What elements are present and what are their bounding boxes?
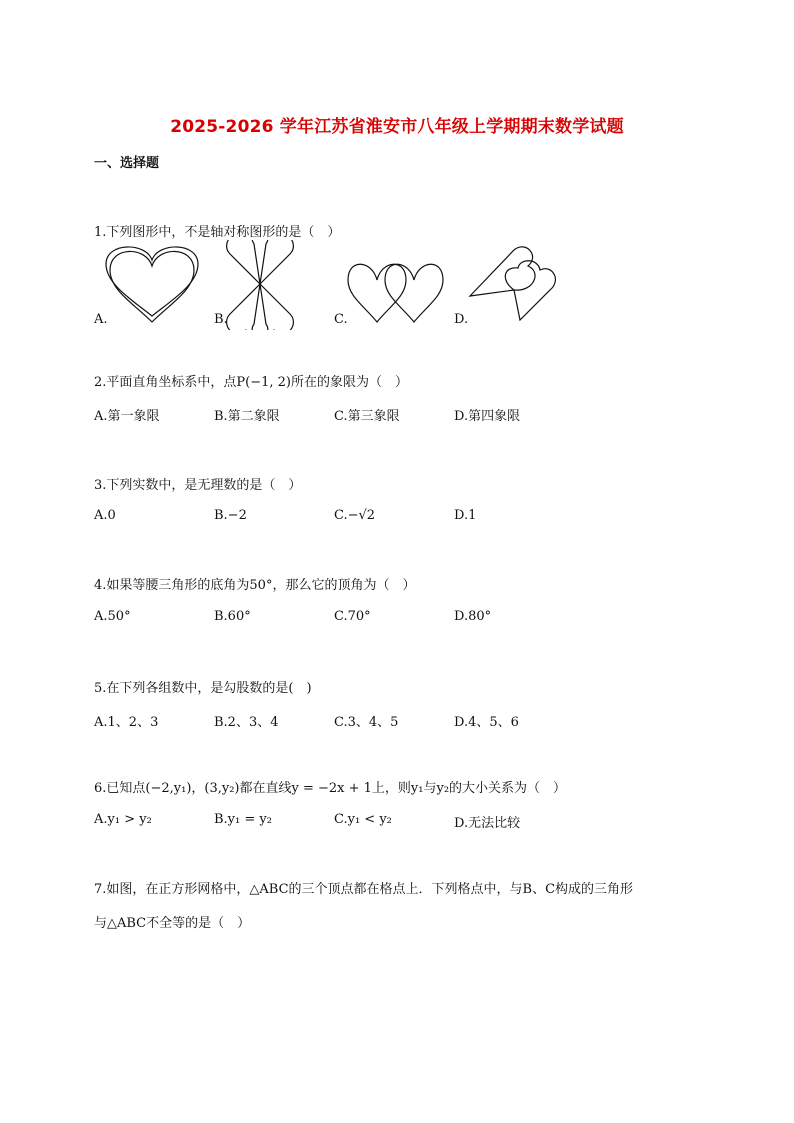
q6-option-b: B.y₁ = y₂ <box>214 812 272 827</box>
question-3-options <box>94 508 714 526</box>
q1-option-b: B. <box>214 312 228 327</box>
question-2-stem: 2.平面直角坐标系中，点P(−1, 2)所在的象限为（ ） <box>94 375 408 390</box>
q4-option-a: A.50° <box>94 609 131 624</box>
q1-option-a: A. <box>94 312 108 327</box>
heart-figure-b <box>227 240 294 330</box>
question-4-options <box>94 609 714 627</box>
q5-option-a: A.1、2、3 <box>94 715 159 730</box>
q1-option-c: C. <box>334 312 348 327</box>
heart-figure-a <box>106 247 198 322</box>
q6-option-a: A.y₁ > y₂ <box>94 812 152 827</box>
q4-option-c: C.70° <box>334 609 371 624</box>
q2-option-c: C.第三象限 <box>334 409 400 424</box>
q5-option-d: D.4、5、6 <box>454 715 519 730</box>
q3-option-c: C.−√2 <box>334 508 376 523</box>
heart-figure-d <box>470 247 555 320</box>
q4-option-b: B.60° <box>214 609 251 624</box>
q3-option-d: D.1 <box>454 508 477 523</box>
q1-option-d: D. <box>454 312 469 327</box>
q3-option-b: B.−2 <box>214 508 247 523</box>
page-title: 2025-2026 学年江苏省淮安市八年级上学期期末数学试题 <box>170 117 624 137</box>
question-5-stem: 5.在下列各组数中，是勾股数的是( ) <box>94 681 312 696</box>
q6-option-d: D.无法比较 <box>454 816 521 831</box>
q6-option-c: C.y₁ < y₂ <box>334 812 392 827</box>
question-3-stem: 3.下列实数中，是无理数的是（ ） <box>94 478 302 493</box>
question-6-stem: 6.已知点(−2,y₁)，(3,y₂)都在直线y = −2x + 1上，则y₁与y₂的大小关系为（ ） <box>94 781 567 796</box>
question-5-options <box>94 711 714 729</box>
q2-option-a: A.第一象限 <box>94 409 160 424</box>
question-1-stem: 1.下列图形中，不是轴对称图形的是（ ） <box>94 225 341 240</box>
question-4-stem: 4.如果等腰三角形的底角为50°，那么它的顶角为（ ） <box>94 578 416 593</box>
question-2-options <box>94 405 714 423</box>
q5-option-b: B.2、3、4 <box>214 715 279 730</box>
q2-option-d: D.第四象限 <box>454 409 521 424</box>
heart-figure-c <box>348 264 443 322</box>
question-6-options <box>94 812 714 830</box>
question-7-stem-line2: 与△ABC不全等的是（ ） <box>94 916 251 931</box>
q3-option-a: A.0 <box>94 508 116 523</box>
q4-option-d: D.80° <box>454 609 492 624</box>
section-heading: 一、选择题 <box>94 156 160 171</box>
question-7-stem: 7.如图，在正方形网格中，△ABC的三个顶点都在格点上．下列格点中，与B、C构成的三角形 <box>94 882 634 897</box>
q5-option-c: C.3、4、5 <box>334 715 399 730</box>
q2-option-b: B.第二象限 <box>214 409 280 424</box>
